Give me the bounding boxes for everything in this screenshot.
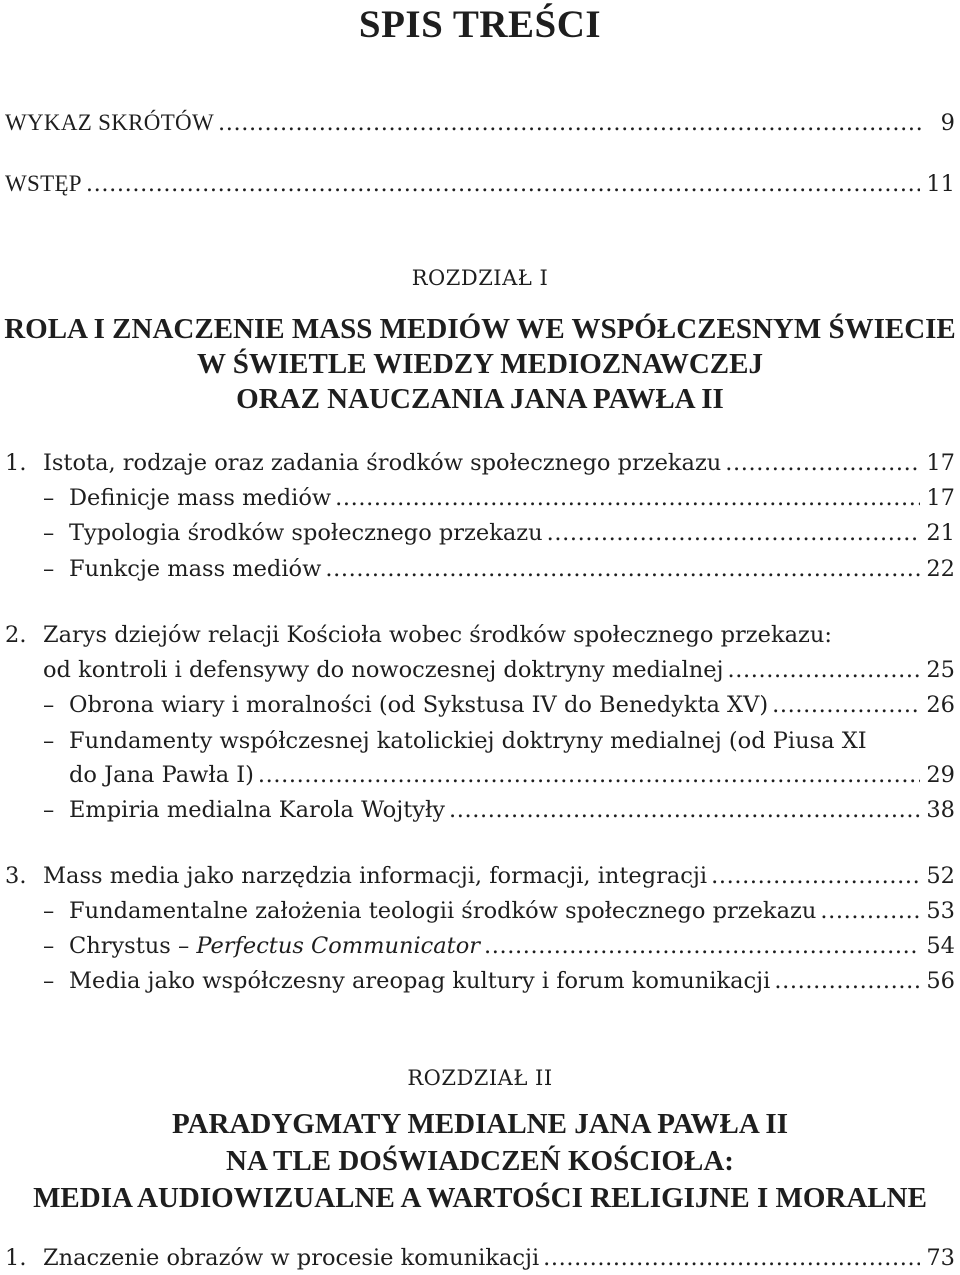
subsection-title: Typologia środków społecznego przekazu [69, 520, 543, 546]
chapter-title-line: ROLA I ZNACZENIE MASS MEDIÓW WE WSPÓŁCZESNYM ŚWIECIE [4, 313, 956, 345]
toc-page-number: 21 [926, 520, 955, 546]
toc-page-number: 38 [926, 797, 955, 823]
section-number: 2. [5, 622, 27, 648]
toc-page-number: 73 [926, 1245, 955, 1271]
dash: – [43, 797, 55, 823]
subsection-title [69, 931, 480, 961]
toc-page-number: 22 [926, 556, 955, 582]
dot-leader [725, 448, 920, 478]
toc-entry-wstep[interactable] [5, 169, 955, 199]
dash: – [43, 728, 55, 754]
dot-leader [728, 655, 921, 685]
dot-leader [820, 896, 920, 926]
toc-page-number: 9 [940, 110, 955, 136]
toc-page-number: 25 [926, 657, 955, 683]
toc-entry-label: WYKAZ SKRÓTÓW [5, 110, 214, 135]
dot-leader [543, 1243, 920, 1273]
dot-leader [774, 966, 920, 996]
toc-subsection[interactable] [43, 931, 955, 961]
section-title: Mass media jako narzędzia informacji, formacji, integracji [43, 863, 708, 889]
dash: – [43, 692, 55, 718]
section-title-continued: od kontroli i defensywy do nowoczesnej doktryny medialnej [43, 657, 724, 683]
dash: – [43, 556, 55, 582]
toc-section-3[interactable] [5, 861, 955, 891]
toc-subsection[interactable] [43, 690, 955, 720]
chapter-label: ROZDZIAŁ I [411, 266, 549, 290]
subsection-title-italic: Perfectus Communicator [196, 933, 481, 959]
subsection-title: Fundamentalne założenia teologii środków społecznego przekazu [69, 898, 817, 924]
subsection-title: Empiria medialna Karola Wojtyły [69, 797, 445, 823]
section-title: Istota, rodzaje oraz zadania środków społecznego przekazu [43, 450, 722, 476]
toc-subsection[interactable] [43, 896, 955, 926]
dot-leader [325, 554, 920, 584]
toc-subsection[interactable] [43, 483, 955, 513]
dash: – [43, 485, 55, 511]
toc-page-number: 54 [926, 933, 955, 959]
toc-entry-wykaz-skrotow[interactable] [5, 108, 955, 138]
subsection-title: Fundamenty współczesnej katolickiej doktryny medialnej (od Piusa XI [69, 728, 867, 754]
dot-leader [547, 518, 921, 548]
toc-section-2[interactable] [43, 655, 955, 685]
section-number: 3. [5, 863, 27, 889]
dot-leader [86, 169, 920, 199]
dash: – [43, 898, 55, 924]
chapter-title-line: NA TLE DOŚWIADCZEŃ KOŚCIOŁA: [226, 1145, 734, 1177]
toc-page-number: 11 [926, 171, 955, 197]
toc-subsection[interactable] [43, 966, 955, 996]
chapter-title-line: MEDIA AUDIOWIZUALNE A WARTOŚCI RELIGIJNE I MORALNE [33, 1182, 927, 1214]
toc-page-number: 52 [926, 863, 955, 889]
section-title: Zarys dziejów relacji Kościoła wobec środków społecznego przekazu: [43, 622, 832, 648]
toc-subsection[interactable] [43, 518, 955, 548]
toc-page-number: 17 [926, 485, 955, 511]
dot-leader [484, 931, 920, 961]
chapter-label: ROZDZIAŁ II [407, 1066, 553, 1090]
subsection-title: Definicje mass mediów [69, 485, 332, 511]
toc-page-number: 53 [926, 898, 955, 924]
section-title: Znaczenie obrazów w procesie komunikacji [43, 1245, 540, 1271]
toc-page-number: 56 [926, 968, 955, 994]
dot-leader [218, 108, 921, 138]
subsection-title: Funkcje mass mediów [69, 556, 322, 582]
section-number: 1. [5, 1245, 27, 1271]
toc-entry-label: WSTĘP [5, 171, 82, 196]
toc-subsection[interactable] [43, 795, 955, 825]
toc-subsection[interactable] [43, 554, 955, 584]
page-title: SPIS TREŚCI [358, 3, 602, 46]
toc-subsection[interactable] [69, 760, 955, 790]
chapter-title-line: W ŚWIETLE WIEDZY MEDIOZNAWCZEJ [197, 348, 763, 380]
toc-section-1[interactable] [5, 448, 955, 478]
chapter-title-line: PARADYGMATY MEDIALNE JANA PAWŁA II [172, 1108, 788, 1140]
section-number: 1. [5, 450, 27, 476]
toc-section-1[interactable] [5, 1243, 955, 1273]
dot-leader [711, 861, 920, 891]
dash: – [43, 933, 55, 959]
subsection-title-continued: do Jana Pawła I) [69, 762, 254, 788]
dot-leader [258, 760, 920, 790]
dot-leader [772, 690, 920, 720]
dash: – [43, 520, 55, 546]
toc-subsection-line1[interactable] [43, 726, 867, 756]
toc-page-number: 17 [926, 450, 955, 476]
subsection-title: Obrona wiary i moralności (od Sykstusa IV do Benedykta XV) [69, 692, 769, 718]
toc-page-number: 26 [926, 692, 955, 718]
subsection-title: Media jako współczesny areopag kultury i forum komunikacji [69, 968, 771, 994]
dash: – [43, 968, 55, 994]
dot-leader [449, 795, 920, 825]
toc-section-2-line1[interactable] [5, 620, 832, 650]
toc-page-number: 29 [926, 762, 955, 788]
chapter-title-line: ORAZ NAUCZANIA JANA PAWŁA II [236, 383, 724, 415]
dot-leader [335, 483, 920, 513]
subsection-title-prefix: Chrystus – [69, 933, 197, 959]
